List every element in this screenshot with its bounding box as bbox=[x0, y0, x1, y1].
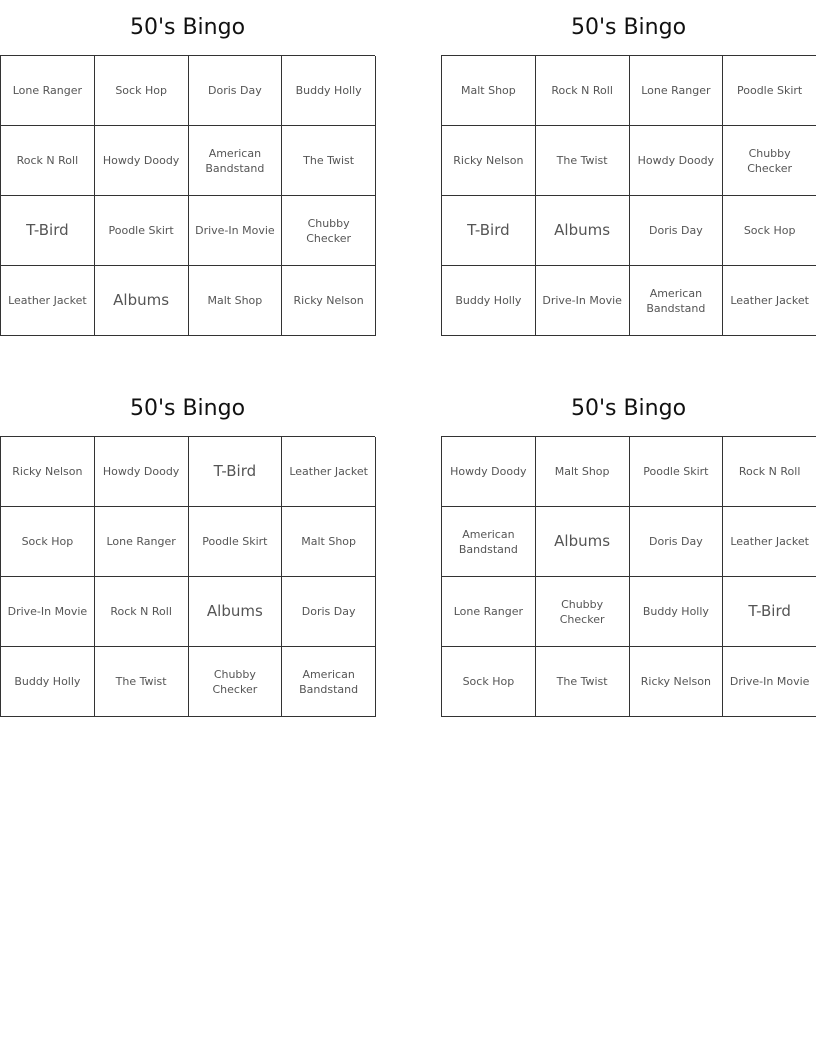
bingo-cell: Malt Shop bbox=[442, 56, 536, 126]
bingo-cell: American Bandstand bbox=[630, 266, 724, 336]
bingo-cell: The Twist bbox=[95, 647, 189, 717]
bingo-cell: Howdy Doody bbox=[95, 126, 189, 196]
bingo-cell: Rock N Roll bbox=[723, 437, 816, 507]
bingo-cell: Sock Hop bbox=[723, 196, 816, 266]
bingo-cell: Albums bbox=[95, 266, 189, 336]
bingo-cell: Ricky Nelson bbox=[442, 126, 536, 196]
card-title: 50's Bingo bbox=[570, 15, 687, 40]
bingo-grid bbox=[0, 436, 375, 717]
bingo-cell: Malt Shop bbox=[536, 437, 630, 507]
bingo-cell: Doris Day bbox=[282, 577, 376, 647]
bingo-cell: Rock N Roll bbox=[1, 126, 95, 196]
bingo-cell: Chubby Checker bbox=[723, 126, 816, 196]
bingo-cell: Howdy Doody bbox=[630, 126, 724, 196]
bingo-cell: Drive-In Movie bbox=[723, 647, 816, 717]
bingo-cell: Drive-In Movie bbox=[189, 196, 283, 266]
bingo-cell: Buddy Holly bbox=[1, 647, 95, 717]
bingo-cell: Leather Jacket bbox=[282, 437, 376, 507]
bingo-cell: Leather Jacket bbox=[1, 266, 95, 336]
bingo-cell: Buddy Holly bbox=[630, 577, 724, 647]
bingo-cell: The Twist bbox=[536, 647, 630, 717]
bingo-cell: T-Bird bbox=[723, 577, 816, 647]
bingo-cell: Lone Ranger bbox=[630, 56, 724, 126]
bingo-cell: Drive-In Movie bbox=[1, 577, 95, 647]
card-title: 50's Bingo bbox=[129, 396, 246, 421]
bingo-cell: American Bandstand bbox=[189, 126, 283, 196]
bingo-cell: Doris Day bbox=[189, 56, 283, 126]
bingo-cell: Sock Hop bbox=[1, 507, 95, 577]
bingo-cell: Chubby Checker bbox=[536, 577, 630, 647]
bingo-cell: Lone Ranger bbox=[442, 577, 536, 647]
bingo-cell: Leather Jacket bbox=[723, 266, 816, 336]
bingo-card-1 bbox=[0, 0, 375, 336]
card-title: 50's Bingo bbox=[570, 396, 687, 421]
bingo-cell: Malt Shop bbox=[282, 507, 376, 577]
bingo-cell: The Twist bbox=[536, 126, 630, 196]
bingo-cell: T-Bird bbox=[189, 437, 283, 507]
bingo-cell: Doris Day bbox=[630, 196, 724, 266]
bingo-cell: Malt Shop bbox=[189, 266, 283, 336]
bingo-cell: Leather Jacket bbox=[723, 507, 816, 577]
bingo-cell: Lone Ranger bbox=[1, 56, 95, 126]
bingo-cell: Drive-In Movie bbox=[536, 266, 630, 336]
bingo-cell: Lone Ranger bbox=[95, 507, 189, 577]
bingo-cell: The Twist bbox=[282, 126, 376, 196]
bingo-cell: American Bandstand bbox=[282, 647, 376, 717]
bingo-cell: Albums bbox=[189, 577, 283, 647]
bingo-cell: Howdy Doody bbox=[442, 437, 536, 507]
bingo-cell: Ricky Nelson bbox=[282, 266, 376, 336]
bingo-grid bbox=[0, 55, 375, 336]
bingo-card-4 bbox=[441, 381, 816, 717]
bingo-card-2 bbox=[441, 0, 816, 336]
bingo-cell: Albums bbox=[536, 507, 630, 577]
bingo-cell: Howdy Doody bbox=[95, 437, 189, 507]
bingo-cell: Ricky Nelson bbox=[630, 647, 724, 717]
bingo-cell: Buddy Holly bbox=[282, 56, 376, 126]
bingo-cell: Sock Hop bbox=[95, 56, 189, 126]
bingo-cell: Ricky Nelson bbox=[1, 437, 95, 507]
bingo-cell: Poodle Skirt bbox=[630, 437, 724, 507]
bingo-cell: Albums bbox=[536, 196, 630, 266]
bingo-cell: Poodle Skirt bbox=[189, 507, 283, 577]
bingo-grid bbox=[441, 436, 816, 717]
bingo-cell: T-Bird bbox=[1, 196, 95, 266]
bingo-cell: Buddy Holly bbox=[442, 266, 536, 336]
bingo-cell: Chubby Checker bbox=[282, 196, 376, 266]
card-title: 50's Bingo bbox=[129, 15, 246, 40]
bingo-cell: Rock N Roll bbox=[95, 577, 189, 647]
bingo-card-3 bbox=[0, 381, 375, 717]
bingo-cell: American Bandstand bbox=[442, 507, 536, 577]
bingo-cell: Poodle Skirt bbox=[95, 196, 189, 266]
bingo-cell: Chubby Checker bbox=[189, 647, 283, 717]
bingo-cell: Poodle Skirt bbox=[723, 56, 816, 126]
bingo-cell: Rock N Roll bbox=[536, 56, 630, 126]
bingo-cell: Sock Hop bbox=[442, 647, 536, 717]
bingo-cell: Doris Day bbox=[630, 507, 724, 577]
bingo-grid bbox=[441, 55, 816, 336]
bingo-cell: T-Bird bbox=[442, 196, 536, 266]
